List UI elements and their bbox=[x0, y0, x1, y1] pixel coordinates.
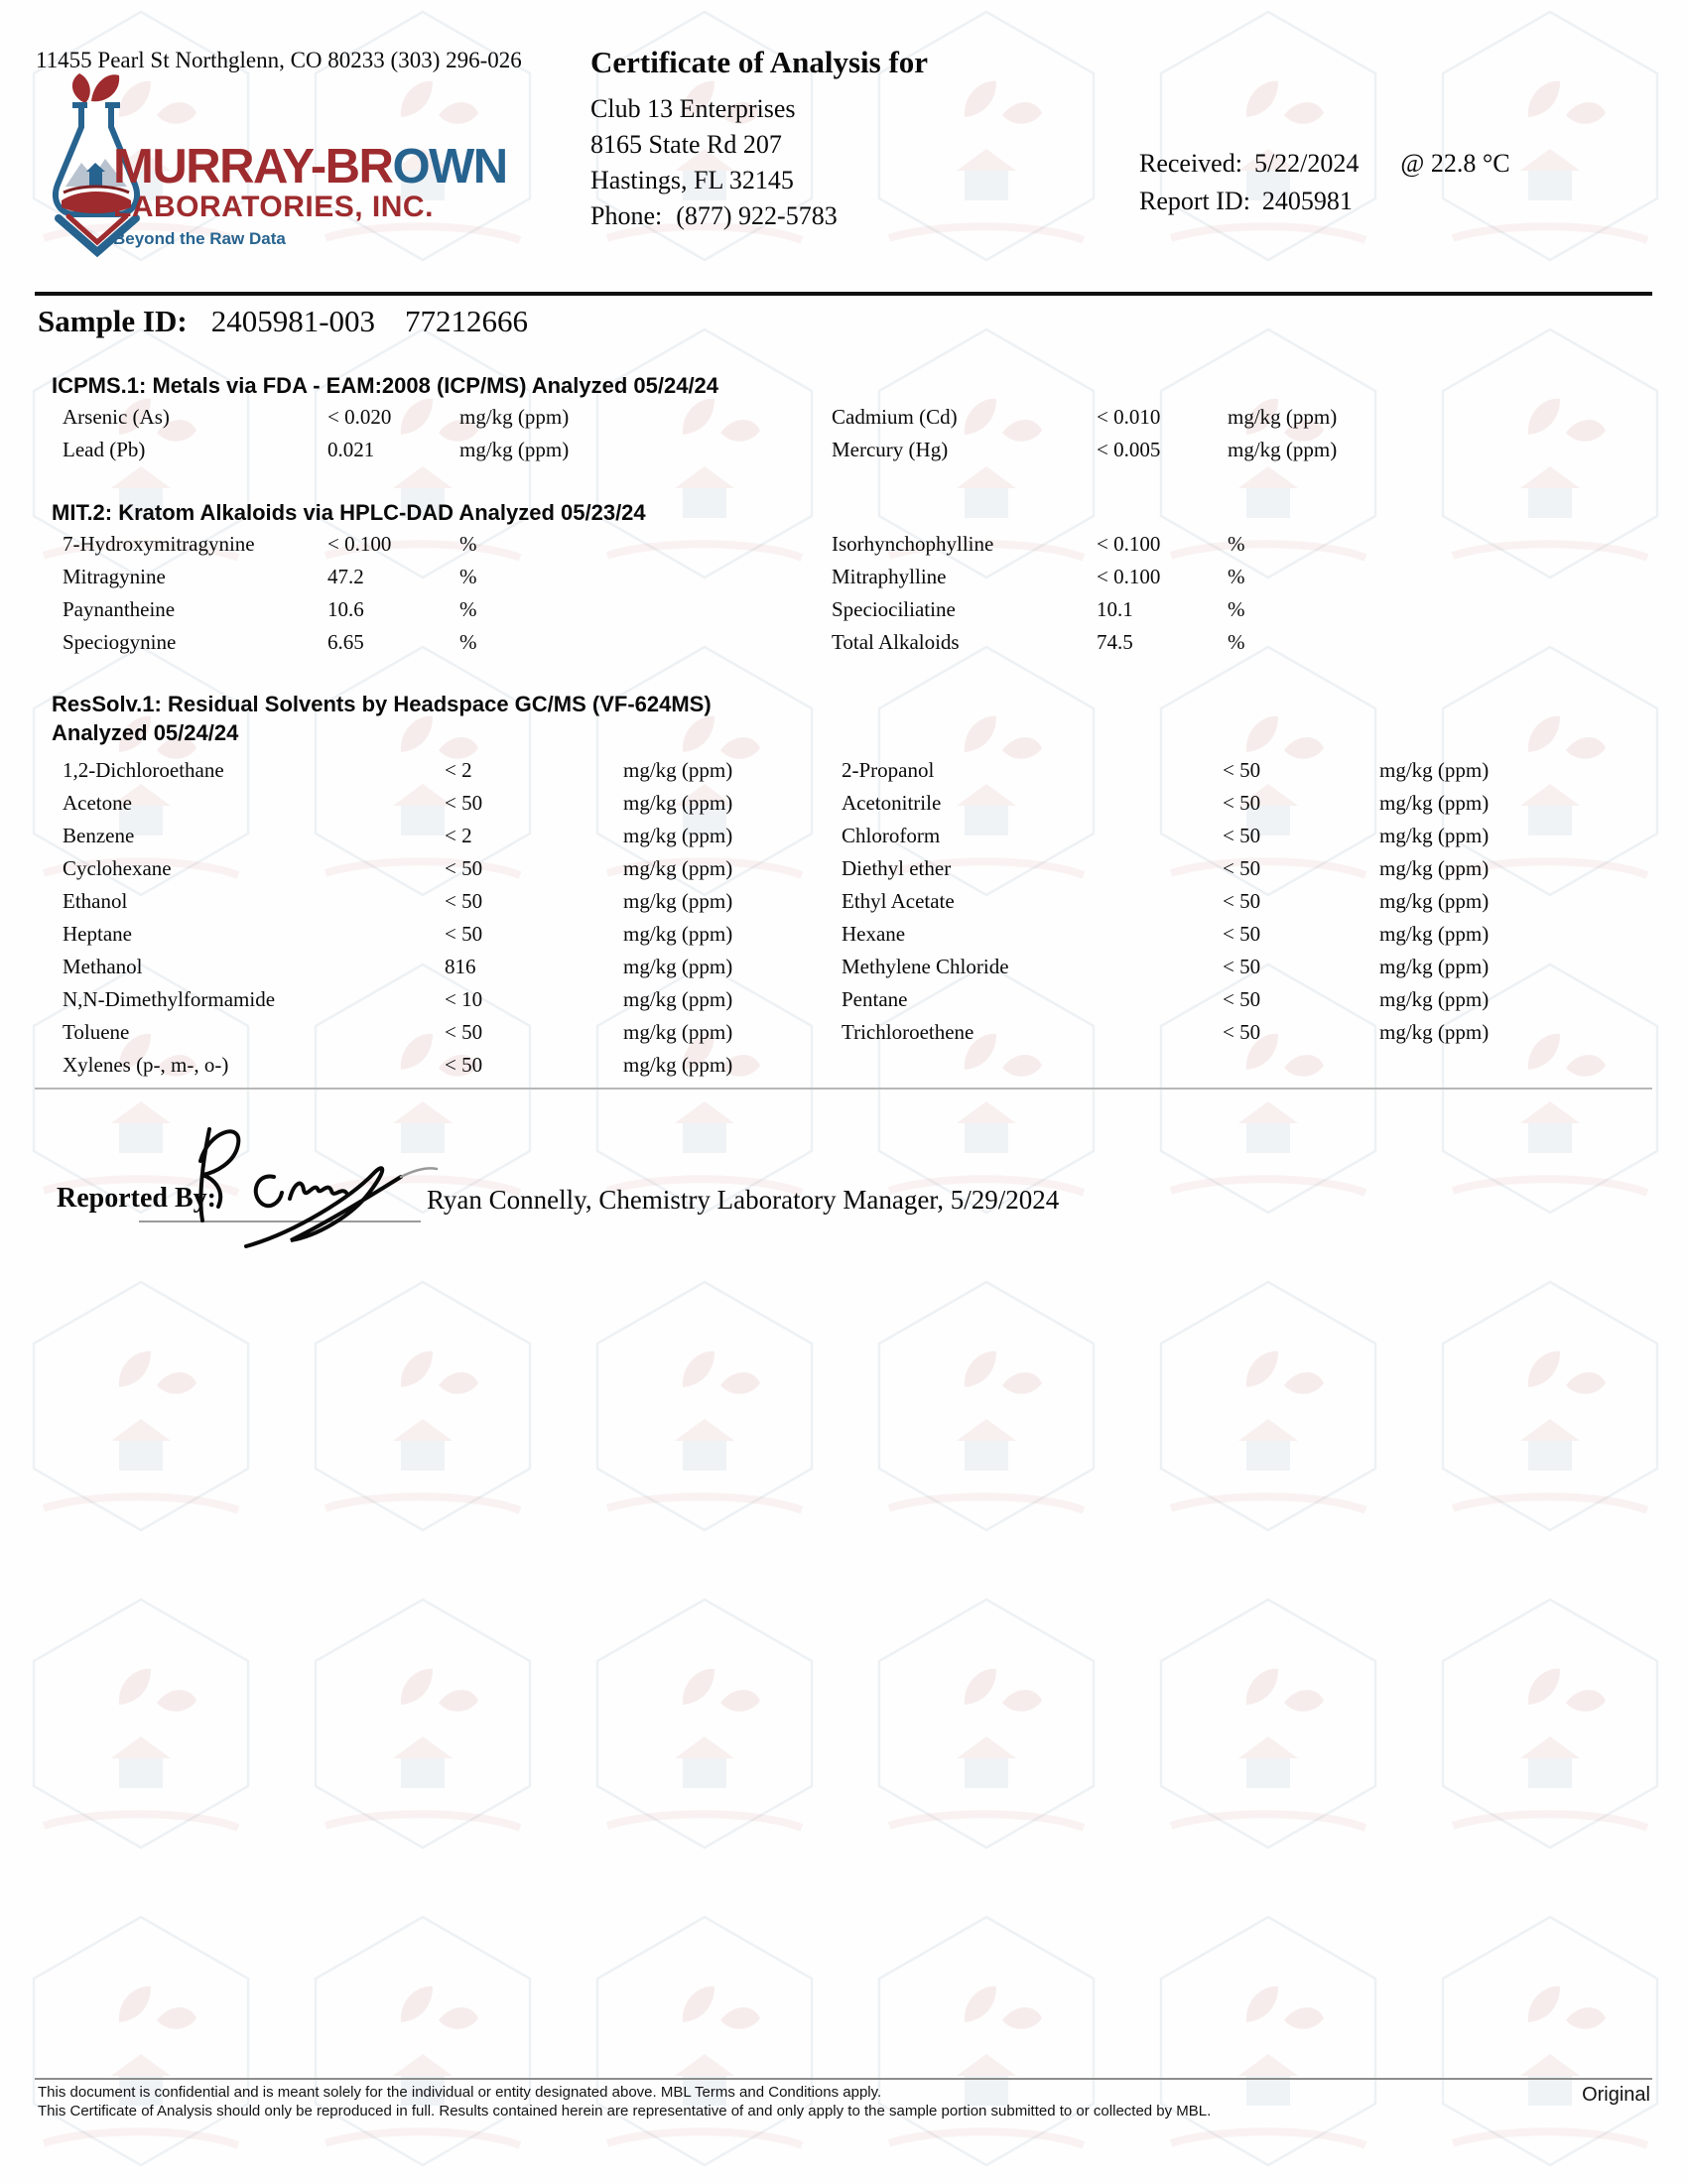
lab-name-part1: MURRAY-BR bbox=[113, 140, 393, 193]
client-street: 8165 State Rd 207 bbox=[590, 130, 782, 160]
result-value: < 50 bbox=[1223, 955, 1261, 978]
result-unit: mg/kg (ppm) bbox=[1379, 856, 1490, 880]
result-unit: mg/kg (ppm) bbox=[623, 1020, 733, 1044]
result-value: < 50 bbox=[445, 922, 483, 946]
result-unit: mg/kg (ppm) bbox=[1379, 1020, 1490, 1044]
phone-number: (877) 922-5783 bbox=[676, 201, 838, 231]
sample-id-secondary: 77212666 bbox=[405, 304, 529, 338]
result-unit: % bbox=[1228, 630, 1245, 654]
result-unit: mg/kg (ppm) bbox=[1379, 889, 1490, 913]
analyte-name: Pentane bbox=[842, 987, 908, 1011]
result-value: < 0.100 bbox=[1097, 565, 1161, 588]
result-value: < 50 bbox=[445, 889, 483, 913]
document-title: Certificate of Analysis for bbox=[590, 45, 929, 79]
metals-section-heading: ICPMS.1: Metals via FDA - EAM:2008 (ICP/MS) Analyzed 05/24/24 bbox=[52, 373, 719, 398]
footer-line2: This Certificate of Analysis should only be reproduced in full. Results contained herein are representative of and only apply to the sample portion submitted to or collected by MBL. bbox=[38, 2103, 1212, 2120]
result-unit: mg/kg (ppm) bbox=[459, 405, 570, 429]
result-unit: % bbox=[459, 565, 477, 588]
receipt-block bbox=[1139, 145, 1510, 220]
table-bottom-divider bbox=[35, 1088, 1652, 1090]
analyte-name: 1,2-Dichloroethane bbox=[63, 758, 224, 782]
analyte-name: Lead (Pb) bbox=[63, 438, 146, 461]
client-phone-line bbox=[590, 198, 928, 234]
result-unit: mg/kg (ppm) bbox=[623, 758, 733, 782]
analyte-name: Cadmium (Cd) bbox=[832, 405, 958, 429]
report-id-line bbox=[1139, 183, 1510, 220]
result-value: < 0.010 bbox=[1097, 405, 1161, 429]
result-unit: mg/kg (ppm) bbox=[459, 438, 570, 461]
footer-line1: This document is confidential and is meant solely for the individual or entity designated above. MBL Terms and Conditions apply. bbox=[38, 2084, 882, 2101]
result-value: 816 bbox=[445, 955, 476, 978]
result-value: < 50 bbox=[445, 1053, 483, 1077]
lab-logo bbox=[40, 67, 595, 256]
header-divider bbox=[35, 292, 1652, 296]
analyte-name bbox=[842, 1049, 1223, 1082]
analyte-name: Diethyl ether bbox=[842, 856, 952, 880]
sample-id-label: Sample ID: bbox=[38, 304, 188, 338]
result-unit: mg/kg (ppm) bbox=[623, 824, 733, 847]
result-unit: % bbox=[459, 630, 477, 654]
client-name: Club 13 Enterprises bbox=[590, 94, 796, 124]
result-unit: mg/kg (ppm) bbox=[1379, 955, 1490, 978]
result-unit: % bbox=[1228, 565, 1245, 588]
result-value: 10.6 bbox=[327, 597, 364, 621]
analyte-name: Isorhynchophylline bbox=[832, 532, 994, 556]
result-unit: mg/kg (ppm) bbox=[1379, 987, 1490, 1011]
lab-address: 11455 Pearl St Northglenn, CO 80233 (303) 296-026 bbox=[36, 48, 522, 72]
phone-label: Phone: bbox=[590, 201, 663, 231]
analyte-name: Mitraphylline bbox=[832, 565, 947, 588]
solvents-heading-line2: Analyzed 05/24/24 bbox=[52, 720, 239, 745]
alkaloids-table bbox=[63, 528, 1446, 659]
result-value: 74.5 bbox=[1097, 630, 1133, 654]
analyte-name: Heptane bbox=[63, 922, 132, 946]
result-unit: mg/kg (ppm) bbox=[1379, 824, 1490, 847]
analyte-name: Ethyl Acetate bbox=[842, 889, 955, 913]
result-value: 0.021 bbox=[327, 438, 375, 461]
analyte-name: 2-Propanol bbox=[842, 758, 935, 782]
lab-tagline: Beyond the Raw Data bbox=[113, 228, 286, 248]
result-value: < 50 bbox=[1223, 824, 1261, 847]
analyte-name: Acetonitrile bbox=[842, 791, 942, 815]
result-unit: mg/kg (ppm) bbox=[623, 889, 733, 913]
result-unit: % bbox=[459, 532, 477, 556]
result-value: < 50 bbox=[1223, 1020, 1261, 1044]
analyte-name: Hexane bbox=[842, 922, 906, 946]
result-unit: mg/kg (ppm) bbox=[623, 791, 733, 815]
received-line bbox=[1139, 145, 1510, 183]
result-unit: mg/kg (ppm) bbox=[1379, 791, 1490, 815]
result-unit: % bbox=[1228, 597, 1245, 621]
result-unit: mg/kg (ppm) bbox=[623, 1053, 733, 1077]
solvents-section-heading bbox=[52, 690, 712, 747]
result-unit: mg/kg (ppm) bbox=[623, 955, 733, 978]
analyte-name: Methylene Chloride bbox=[842, 955, 1009, 978]
result-value: < 0.100 bbox=[1097, 532, 1161, 556]
received-label: Received: bbox=[1139, 149, 1242, 178]
result-value: < 50 bbox=[1223, 922, 1261, 946]
analyte-name: Methanol bbox=[63, 955, 143, 978]
result-value: < 2 bbox=[445, 824, 472, 847]
analyte-name: Chloroform bbox=[842, 824, 941, 847]
analyte-name: 7-Hydroxymitragynine bbox=[63, 532, 255, 556]
footer-disclaimer bbox=[38, 2083, 1211, 2120]
analyte-name: Arsenic (As) bbox=[63, 405, 170, 429]
result-value: < 0.005 bbox=[1097, 438, 1161, 461]
result-value: < 50 bbox=[1223, 758, 1261, 782]
result-value: < 0.100 bbox=[327, 532, 392, 556]
result-value: 6.65 bbox=[327, 630, 364, 654]
signer-name-title: Ryan Connelly, Chemistry Laboratory Manager, 5/29/2024 bbox=[427, 1185, 1060, 1215]
metals-table bbox=[63, 401, 1446, 466]
alkaloids-section-heading: MIT.2: Kratom Alkaloids via HPLC-DAD Analyzed 05/23/24 bbox=[52, 500, 646, 525]
result-value: < 2 bbox=[445, 758, 472, 782]
analyte-name: Speciogynine bbox=[63, 630, 177, 654]
result-unit: mg/kg (ppm) bbox=[1228, 405, 1338, 429]
result-value: < 50 bbox=[445, 1020, 483, 1044]
analyte-name: Xylenes (p-, m-, o-) bbox=[63, 1053, 229, 1077]
result-unit: % bbox=[1228, 532, 1245, 556]
received-temp: @ 22.8 °C bbox=[1400, 149, 1510, 178]
analyte-name: Mercury (Hg) bbox=[832, 438, 949, 461]
result-unit: mg/kg (ppm) bbox=[623, 856, 733, 880]
report-id-value: 2405981 bbox=[1261, 187, 1353, 215]
analyte-name: Total Alkaloids bbox=[832, 630, 960, 654]
reported-by-label: Reported By: bbox=[57, 1183, 216, 1214]
signature-icon bbox=[155, 1111, 443, 1260]
analyte-name: Benzene bbox=[63, 824, 135, 847]
result-value: < 10 bbox=[445, 987, 483, 1011]
result-unit bbox=[1379, 1049, 1618, 1082]
lab-logo-text bbox=[113, 140, 507, 249]
title-block bbox=[590, 46, 928, 234]
received-date: 5/22/2024 bbox=[1253, 149, 1360, 178]
result-value: < 50 bbox=[445, 791, 483, 815]
analyte-name: Toluene bbox=[63, 1020, 130, 1044]
lab-name-part2: OWN bbox=[392, 140, 507, 193]
result-value: < 50 bbox=[1223, 987, 1261, 1011]
result-unit: mg/kg (ppm) bbox=[623, 987, 733, 1011]
analyte-name: Acetone bbox=[63, 791, 132, 815]
result-value: 47.2 bbox=[327, 565, 364, 588]
analyte-name: Paynantheine bbox=[63, 597, 176, 621]
analyte-name: Mitragynine bbox=[63, 565, 166, 588]
copy-type-label: Original bbox=[1582, 2084, 1650, 2106]
result-value: 10.1 bbox=[1097, 597, 1133, 621]
analyte-name: Ethanol bbox=[63, 889, 128, 913]
sample-id-line bbox=[38, 304, 528, 339]
result-value: < 0.020 bbox=[327, 405, 392, 429]
result-unit: % bbox=[459, 597, 477, 621]
result-value: < 50 bbox=[1223, 856, 1261, 880]
result-value: < 50 bbox=[445, 856, 483, 880]
result-value: < 50 bbox=[1223, 889, 1261, 913]
analyte-name: Speciociliatine bbox=[832, 597, 956, 621]
lab-name bbox=[113, 140, 507, 193]
result-value: < 50 bbox=[1223, 791, 1261, 815]
footer-divider bbox=[35, 2078, 1652, 2080]
client-city: Hastings, FL 32145 bbox=[590, 166, 794, 195]
lab-name-subtitle: LABORATORIES, INC. bbox=[113, 191, 434, 223]
solvents-heading-line1: ResSolv.1: Residual Solvents by Headspace GC/MS (VF-624MS) bbox=[52, 692, 712, 716]
analyte-name: N,N-Dimethylformamide bbox=[63, 987, 276, 1011]
result-unit: mg/kg (ppm) bbox=[623, 922, 733, 946]
solvents-table bbox=[63, 754, 1618, 1082]
sample-id-primary: 2405981-003 bbox=[210, 304, 376, 338]
result-unit: mg/kg (ppm) bbox=[1379, 922, 1490, 946]
result-value bbox=[1223, 1049, 1379, 1082]
analyte-name: Cyclohexane bbox=[63, 856, 172, 880]
report-id-label: Report ID: bbox=[1139, 187, 1250, 215]
analyte-name: Trichloroethene bbox=[842, 1020, 974, 1044]
result-unit: mg/kg (ppm) bbox=[1228, 438, 1338, 461]
result-unit: mg/kg (ppm) bbox=[1379, 758, 1490, 782]
